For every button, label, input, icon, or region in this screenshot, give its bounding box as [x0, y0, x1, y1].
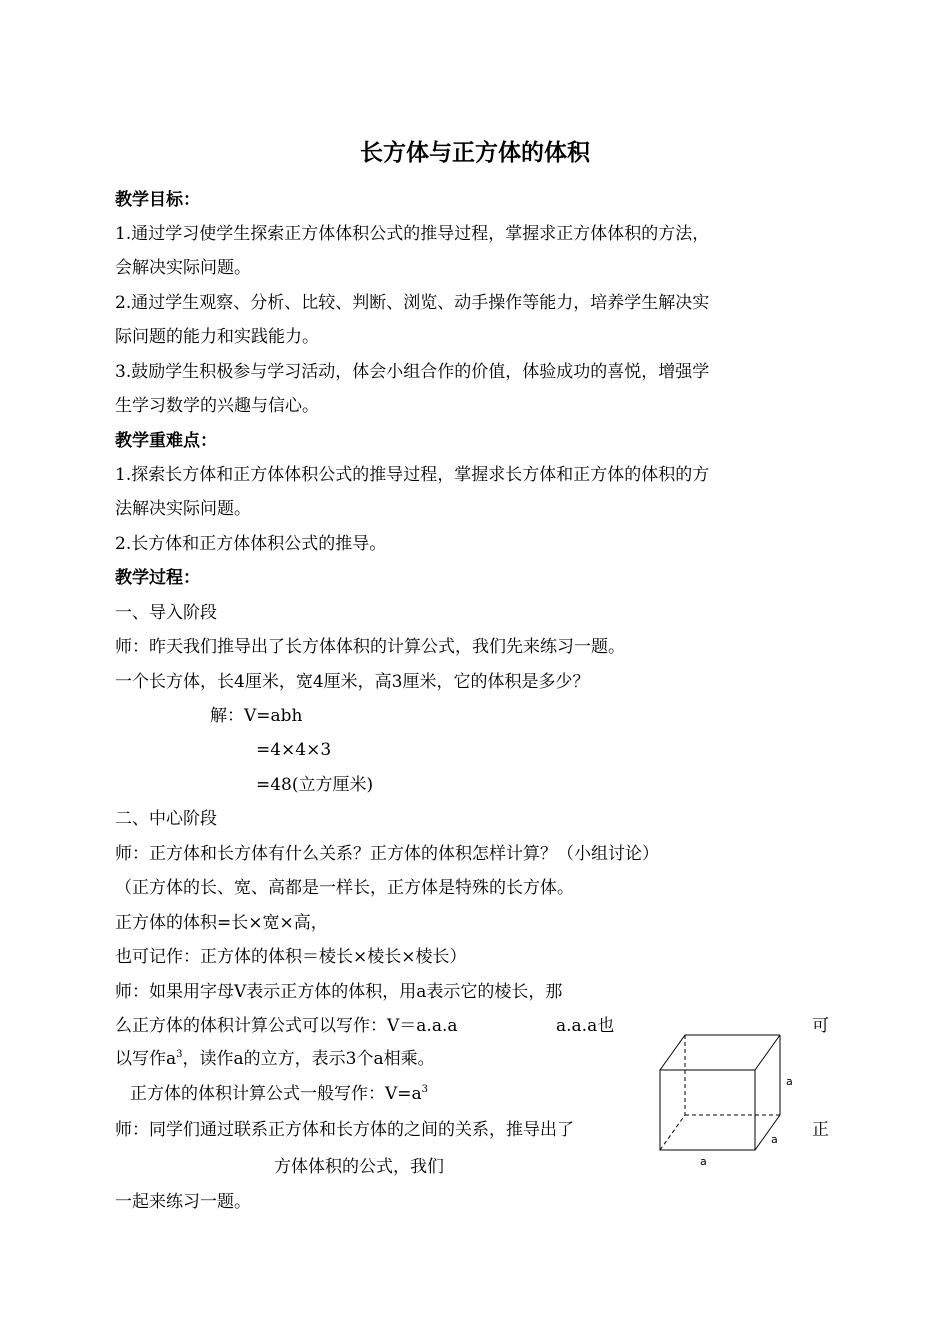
keypoint-1-line-2: 法解决实际问题。	[115, 499, 251, 519]
teacher-line-4c: 一起来练习一题。	[115, 1192, 251, 1212]
stage-2-heading: 二、中心阶段	[115, 809, 217, 829]
solution-line-1: 解：V=abh	[210, 706, 303, 726]
teacher-line-2: 师：正方体和长方体有什么关系？正方体的体积怎样计算？（小组讨论）	[115, 844, 659, 864]
teacher-line-3c-post: ，读作a的立方，表示3个a相乘。	[182, 1049, 435, 1069]
teacher-line-3a: 师：如果用字母V表示正方体的体积，用a表示它的棱长，那	[115, 982, 563, 1002]
answer-line-2: 正方体的体积=长×宽×高，	[115, 913, 328, 933]
objectives-heading: 教学目标：	[115, 190, 200, 210]
cube-edge-top-left	[660, 1035, 685, 1070]
teacher-line-3c-pre: 以写作a	[115, 1049, 177, 1069]
cube-label-height: a	[786, 1075, 793, 1088]
cube-front-face	[660, 1070, 755, 1150]
teacher-line-3b: 么正方体的体积计算公式可以写作：V＝a.a.a	[115, 1016, 458, 1036]
solution-line-3: =48(立方厘米)	[256, 775, 374, 795]
teacher-line-3b-alt: a.a.a也	[556, 1016, 615, 1036]
process-heading: 教学过程：	[115, 568, 200, 588]
keypoints-heading: 教学重难点：	[115, 431, 217, 451]
stage-1-heading: 一、导入阶段	[115, 603, 217, 623]
cube-label-width: a	[700, 1155, 707, 1168]
cube-edge-top-right	[755, 1035, 780, 1070]
answer-line-3: 也可记作：正方体的体积＝棱长×棱长×棱长）	[115, 947, 467, 967]
objective-2-line-1: 2.通过学生观察、分析、比较、判断、浏览、动手操作等能力，培养学生解决实	[115, 293, 710, 313]
cube-hidden-edge-depth	[660, 1115, 685, 1150]
teacher-line-3b-end: 可	[812, 1016, 829, 1036]
teacher-line-4b: 方体体积的公式，我们	[274, 1157, 444, 1177]
formula-line	[130, 1082, 428, 1106]
solution-line-2: =4×4×3	[256, 740, 332, 760]
formula-pre: 正方体的体积计算公式一般写作：V=a	[130, 1084, 422, 1104]
keypoint-1-line-1: 1.探索长方体和正方体体积公式的推导过程，掌握求长方体和正方体的体积的方	[115, 465, 710, 485]
answer-line-1: （正方体的长、宽、高都是一样长，正方体是特殊的长方体。	[115, 878, 574, 898]
cube-label-depth: a	[771, 1133, 778, 1146]
problem-statement: 一个长方体，长4厘米，宽4厘米，高3厘米，它的体积是多少？	[115, 672, 590, 692]
teacher-line-1: 师：昨天我们推导出了长方体体积的计算公式，我们先来练习一题。	[115, 637, 625, 657]
cube-diagram	[650, 1030, 810, 1175]
page-title: 长方体与正方体的体积	[360, 140, 590, 166]
objective-3-line-2: 生学习数学的兴趣与信心。	[115, 396, 319, 416]
teacher-line-4a-end: 正	[812, 1120, 829, 1140]
objective-2-line-2: 际问题的能力和实践能力。	[115, 327, 319, 347]
keypoint-2: 2.长方体和正方体体积公式的推导。	[115, 534, 387, 554]
teacher-line-4a: 师：同学们通过联系正方体和长方体的之间的关系，推导出了	[115, 1120, 574, 1140]
teacher-line-3c-sup: 3	[176, 1049, 183, 1060]
objective-1-line-1: 1.通过学习使学生探索正方体体积公式的推导过程，掌握求正方体体积的方法，	[115, 224, 710, 244]
objective-3-line-1: 3.鼓励学生积极参与学习活动，体会小组合作的价值，体验成功的喜悦，增强学	[115, 362, 710, 382]
formula-sup: 3	[421, 1084, 429, 1095]
teacher-line-3c	[115, 1047, 435, 1071]
objective-1-line-2: 会解决实际问题。	[115, 258, 251, 278]
